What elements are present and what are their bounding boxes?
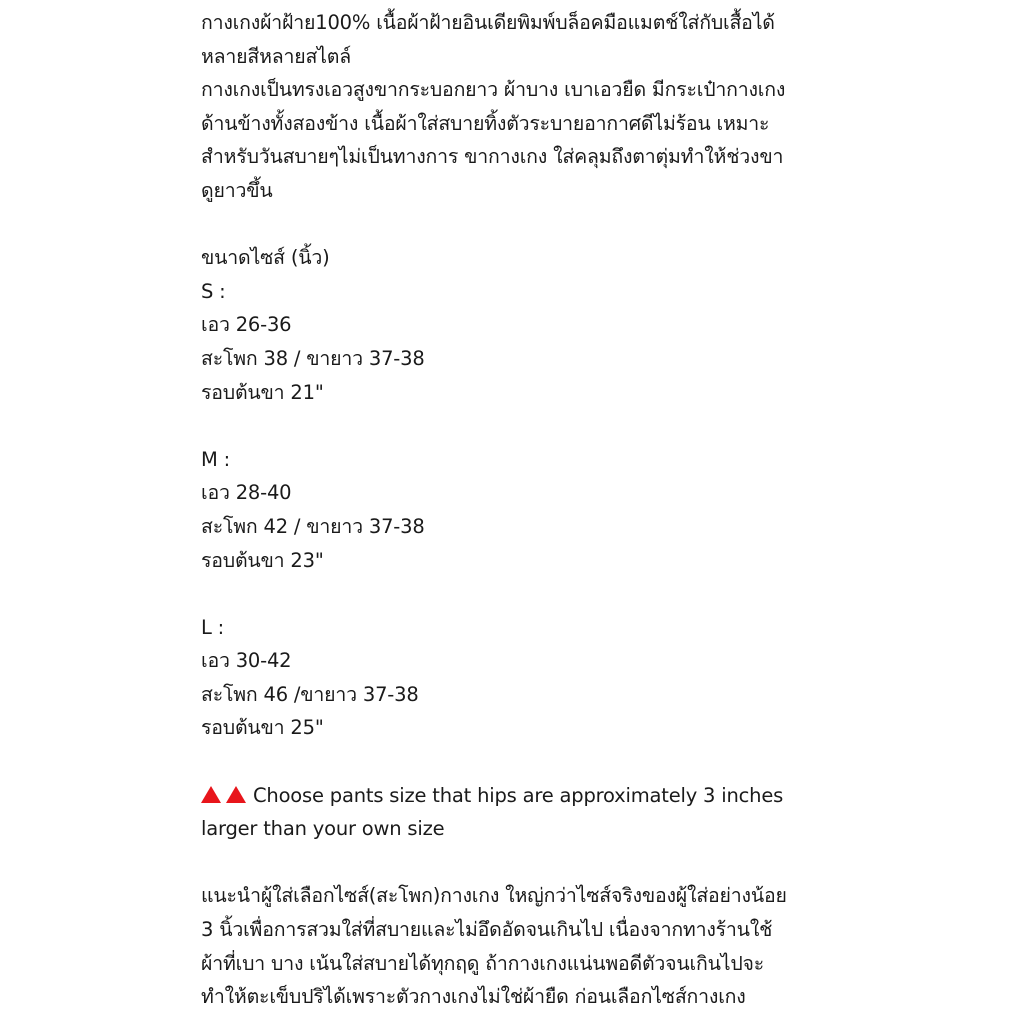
spacer (201, 208, 841, 242)
size-thigh: รอบต้นขา 25" (201, 716, 324, 740)
spacer (201, 846, 841, 880)
intro-line-5: สำหรับวันสบายๆไม่เป็นทางการ ขากางเกง ใส่คลุมถึงตาตุ่มทำให้ช่วงขา (201, 145, 784, 169)
spacer (201, 577, 841, 611)
intro-line-4: ด้านข้างทั้งสองข้าง เนื้อผ้าใส่สบายทิ้งตัวระบายอากาศดีไม่ร้อน เหมาะ (201, 111, 770, 135)
size-label: M : (201, 447, 230, 471)
red-triangle-icon (201, 786, 221, 803)
product-description (201, 6, 841, 1014)
size-hip-length: สะโพก 46 /ขายาว 37-38 (201, 682, 419, 706)
intro-line-6: ดูยาวขึ้น (201, 178, 273, 202)
red-triangle-icon (226, 786, 246, 803)
size-label: S : (201, 279, 226, 303)
size-hip-length: สะโพก 38 / ขายาว 37-38 (201, 346, 425, 370)
size-thigh: รอบต้นขา 23" (201, 548, 324, 572)
warning-line-1 (201, 779, 841, 813)
advice-line-1: แนะนำผู้ใส่เลือกไซส์(สะโพก)กางเกง ใหญ่กว่าไซส์จริงของผู้ใส่อย่างน้อย (201, 884, 787, 908)
advice-line-2: 3 นิ้วเพื่อการสวมใส่ที่สบายและไม่อึดอัดจนเกินไป เนื่องจากทางร้านใช้ (201, 918, 773, 942)
warning-text: Choose pants size that hips are approximately 3 inches (253, 783, 784, 807)
intro-line-3: กางเกงเป็นทรงเอวสูงขากระบอกยาว ผ้าบาง เบาเอวยืด มีกระเป๋ากางเกง (201, 78, 786, 102)
size-label: L : (201, 615, 225, 639)
size-waist: เอว 28-40 (201, 481, 292, 505)
intro-line-1: กางเกงผ้าฝ้าย100% เนื้อผ้าฝ้ายอินเดียพิมพ์บล็อคมือแมตช์ใส่กับเสื้อได้ (201, 11, 775, 34)
intro-line-2: หลายสีหลายสไตล์ (201, 44, 351, 68)
size-block-m (201, 443, 841, 577)
spacer (201, 745, 841, 779)
advice-line-3: ผ้าที่เบา บาง เน้นใส่สบายได้ทุกฤดู ถ้ากางเกงแน่นพอดีตัวจนเกินไปจะ (201, 951, 765, 975)
size-block-l (201, 611, 841, 745)
size-hip-length: สะโพก 42 / ขายาว 37-38 (201, 514, 425, 538)
advice-line-4: ทำให้ตะเข็บปริได้เพราะตัวกางเกงไม่ใช่ผ้ายืด ก่อนเลือกไซส์กางเกง (201, 985, 746, 1009)
size-waist: เอว 26-36 (201, 313, 292, 337)
spacer (201, 409, 841, 443)
size-block-s (201, 275, 841, 409)
size-waist: เอว 30-42 (201, 649, 292, 673)
size-heading: ขนาดไซส์ (นิ้ว) (201, 246, 330, 270)
warning-line-2: larger than your own size (201, 817, 445, 841)
size-thigh: รอบต้นขา 21" (201, 380, 324, 404)
